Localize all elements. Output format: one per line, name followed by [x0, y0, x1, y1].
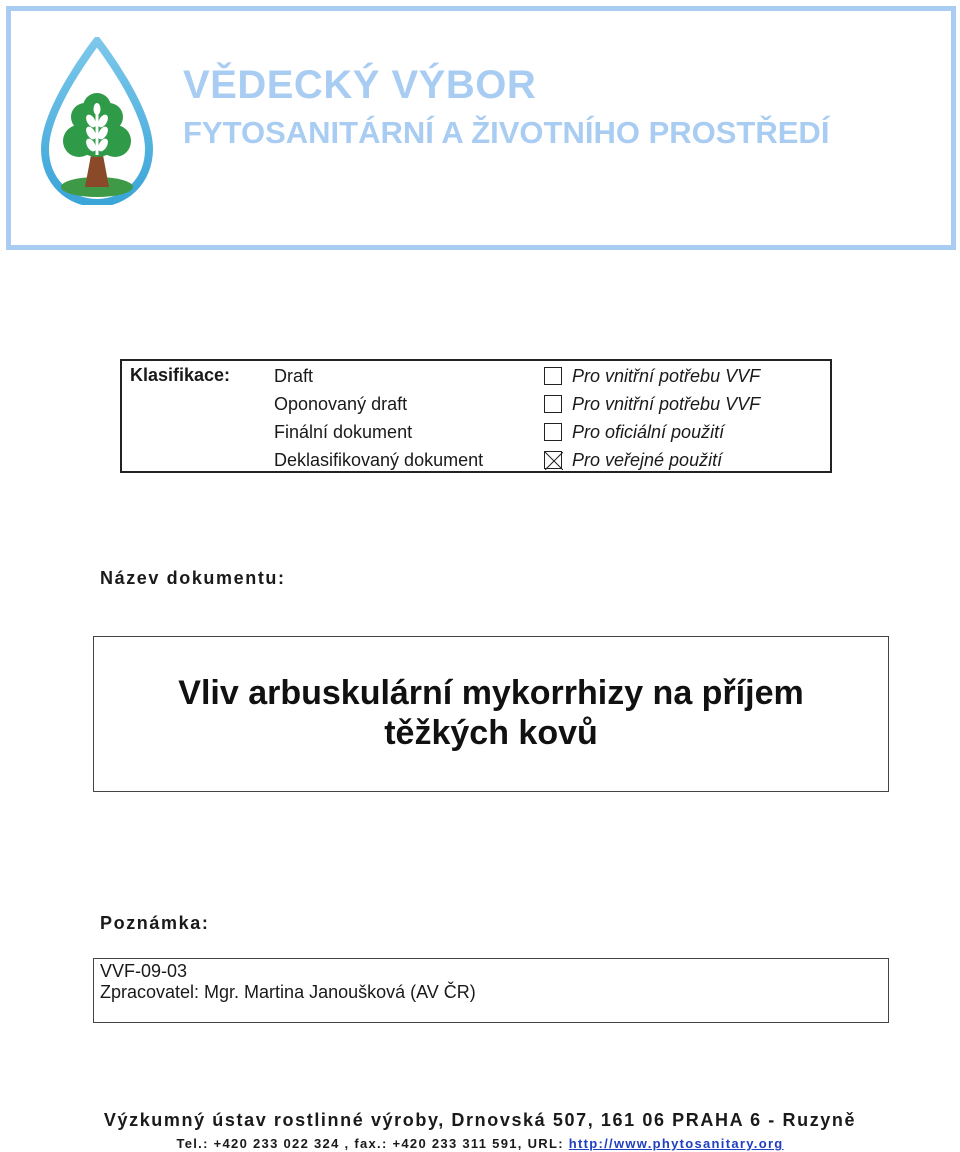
classification-options [544, 362, 760, 474]
committee-subtitle: FYTOSANITÁRNÍ A ŽIVOTNÍHO PROSTŘEDÍ [183, 115, 830, 150]
level-item: Oponovaný draft [274, 394, 408, 414]
option-row [544, 418, 760, 446]
checkbox[interactable] [544, 367, 562, 385]
footer-contact-text: Tel.: +420 233 022 324 , fax.: +420 233 311 591, URL: [176, 1136, 569, 1151]
footer-contacts [0, 1136, 960, 1151]
committee-title: VĚDECKÝ VÝBOR [183, 63, 537, 107]
option-label: Pro vnitřní potřebu VVF [572, 394, 761, 414]
level-item: Finální dokument [274, 422, 413, 442]
classification-box [120, 359, 832, 473]
level-item: Draft [274, 366, 314, 386]
checkbox[interactable] [544, 395, 562, 413]
note-box [93, 958, 889, 1023]
note-line: VVF-09-03 [100, 961, 188, 981]
option-row [544, 362, 760, 390]
option-row [544, 446, 760, 474]
classification-levels [274, 362, 483, 474]
option-label: Pro veřejné použití [572, 450, 723, 470]
checkbox[interactable] [544, 423, 562, 441]
option-row [544, 390, 760, 418]
note-line: Zpracovatel: Mgr. Martina Janoušková (AV ČR) [100, 982, 476, 1002]
document-title-box [93, 636, 889, 792]
note-label: Poznámka: [100, 913, 210, 933]
footer-address: Výzkumný ústav rostlinné výroby, Drnovská 507, 161 06 PRAHA 6 - Ruzyně [103, 1110, 857, 1130]
level-item: Deklasifikovaný dokument [274, 450, 484, 470]
header-banner [6, 6, 956, 250]
classification-label: Klasifikace: [130, 365, 231, 385]
checkbox[interactable] [544, 451, 562, 469]
option-label: Pro vnitřní potřebu VVF [572, 366, 761, 386]
website-link[interactable]: http://www.phytosanitary.org [568, 1136, 784, 1151]
document-name-label: Název dokumentu: [100, 568, 286, 588]
checked-x-icon [545, 452, 563, 470]
option-label: Pro oficiální použití [572, 422, 725, 442]
committee-logo-icon [39, 37, 155, 205]
document-title: Vliv arbuskulární mykorrhizy na příjem těžkých kovů [178, 674, 804, 752]
